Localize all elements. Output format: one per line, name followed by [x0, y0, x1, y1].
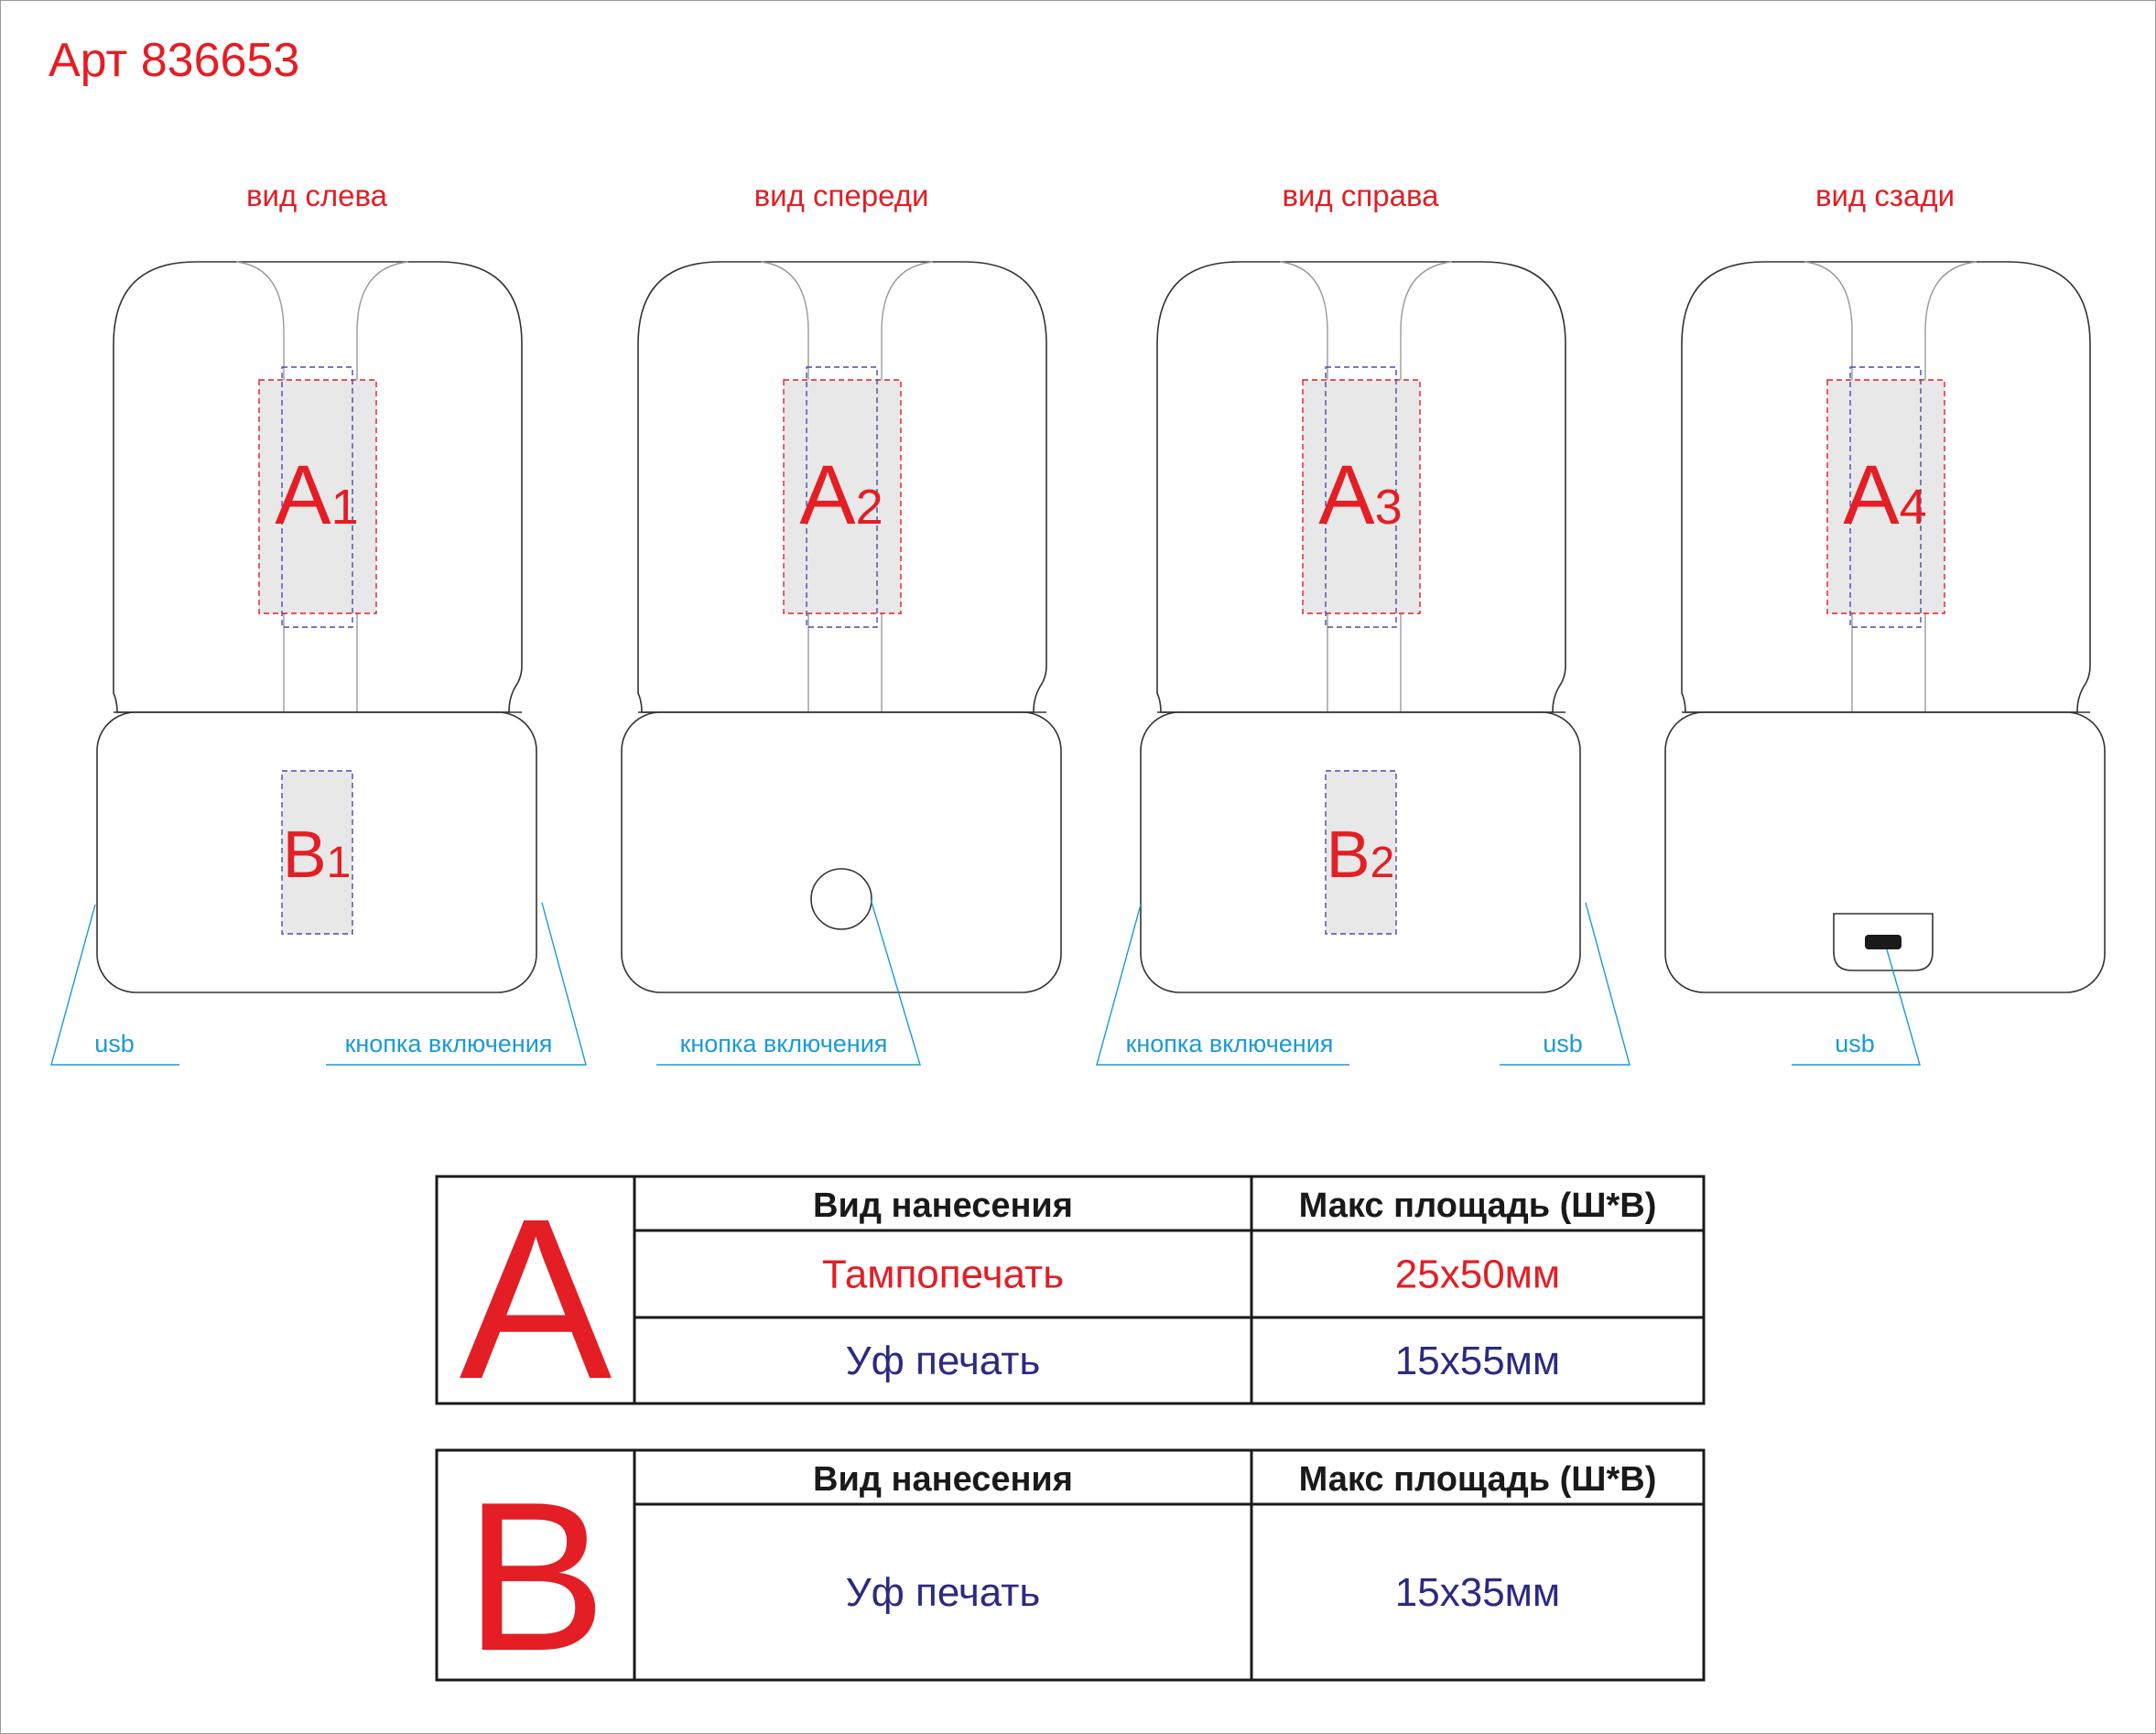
zone-a-index: 1 [330, 480, 359, 535]
table-zone-letter: A [459, 1171, 612, 1426]
zone-a-index: 3 [1374, 480, 1403, 535]
callout-label: usb [1835, 1030, 1875, 1057]
view-3 [1097, 179, 1630, 1065]
table-b [437, 1450, 1704, 1696]
table-header-cell: Вид нанесения [813, 1460, 1073, 1499]
table-a [437, 1171, 1704, 1426]
view-2 [622, 179, 1061, 1065]
table-size-cell: 15x35мм [1394, 1570, 1561, 1615]
view-label: вид слева [245, 179, 388, 212]
view-label: вид спереди [753, 179, 929, 212]
zone-b-letter: B [282, 818, 327, 892]
table-method-cell: Тампопечать [821, 1252, 1065, 1297]
table-zone-letter: B [464, 1458, 607, 1696]
usb-port-icon [1865, 935, 1901, 949]
zone-b-index: 2 [1370, 839, 1395, 887]
zone-b-index: 1 [326, 839, 352, 887]
table-header-cell: Макс площадь (Ш*В) [1298, 1187, 1657, 1225]
zone-a-letter: A [1318, 449, 1375, 542]
article-title: Арт 836653 [49, 34, 300, 87]
view-label: вид сзади [1815, 179, 1956, 212]
power-button-icon [811, 869, 872, 929]
zone-a-letter: A [275, 449, 331, 542]
zone-b-letter: B [1326, 818, 1371, 892]
table-size-cell: 25x50мм [1394, 1252, 1561, 1297]
view-4 [1665, 179, 2105, 1065]
view-label: вид справа [1282, 179, 1439, 212]
callout-label: кнопка включения [1125, 1030, 1334, 1057]
callout-label: кнопка включения [679, 1030, 888, 1057]
table-header-cell: Макс площадь (Ш*В) [1298, 1460, 1657, 1499]
callout-label: кнопка включения [344, 1030, 553, 1057]
table-header-cell: Вид нанесения [813, 1187, 1073, 1225]
table-size-cell: 15x55мм [1394, 1338, 1561, 1383]
lamp-base [622, 712, 1061, 992]
zone-a-index: 2 [855, 480, 883, 535]
tables-block [437, 1171, 1704, 1696]
table-method-cell: Уф печать [845, 1338, 1041, 1383]
callout-label: usb [1543, 1030, 1583, 1057]
zone-a-letter: A [799, 449, 856, 542]
views-row [51, 179, 2105, 1065]
zone-a-index: 4 [1899, 480, 1927, 535]
table-method-cell: Уф печать [845, 1570, 1041, 1615]
callout-label: usb [94, 1030, 135, 1057]
view-1 [51, 179, 586, 1065]
zone-a-letter: A [1843, 449, 1900, 542]
